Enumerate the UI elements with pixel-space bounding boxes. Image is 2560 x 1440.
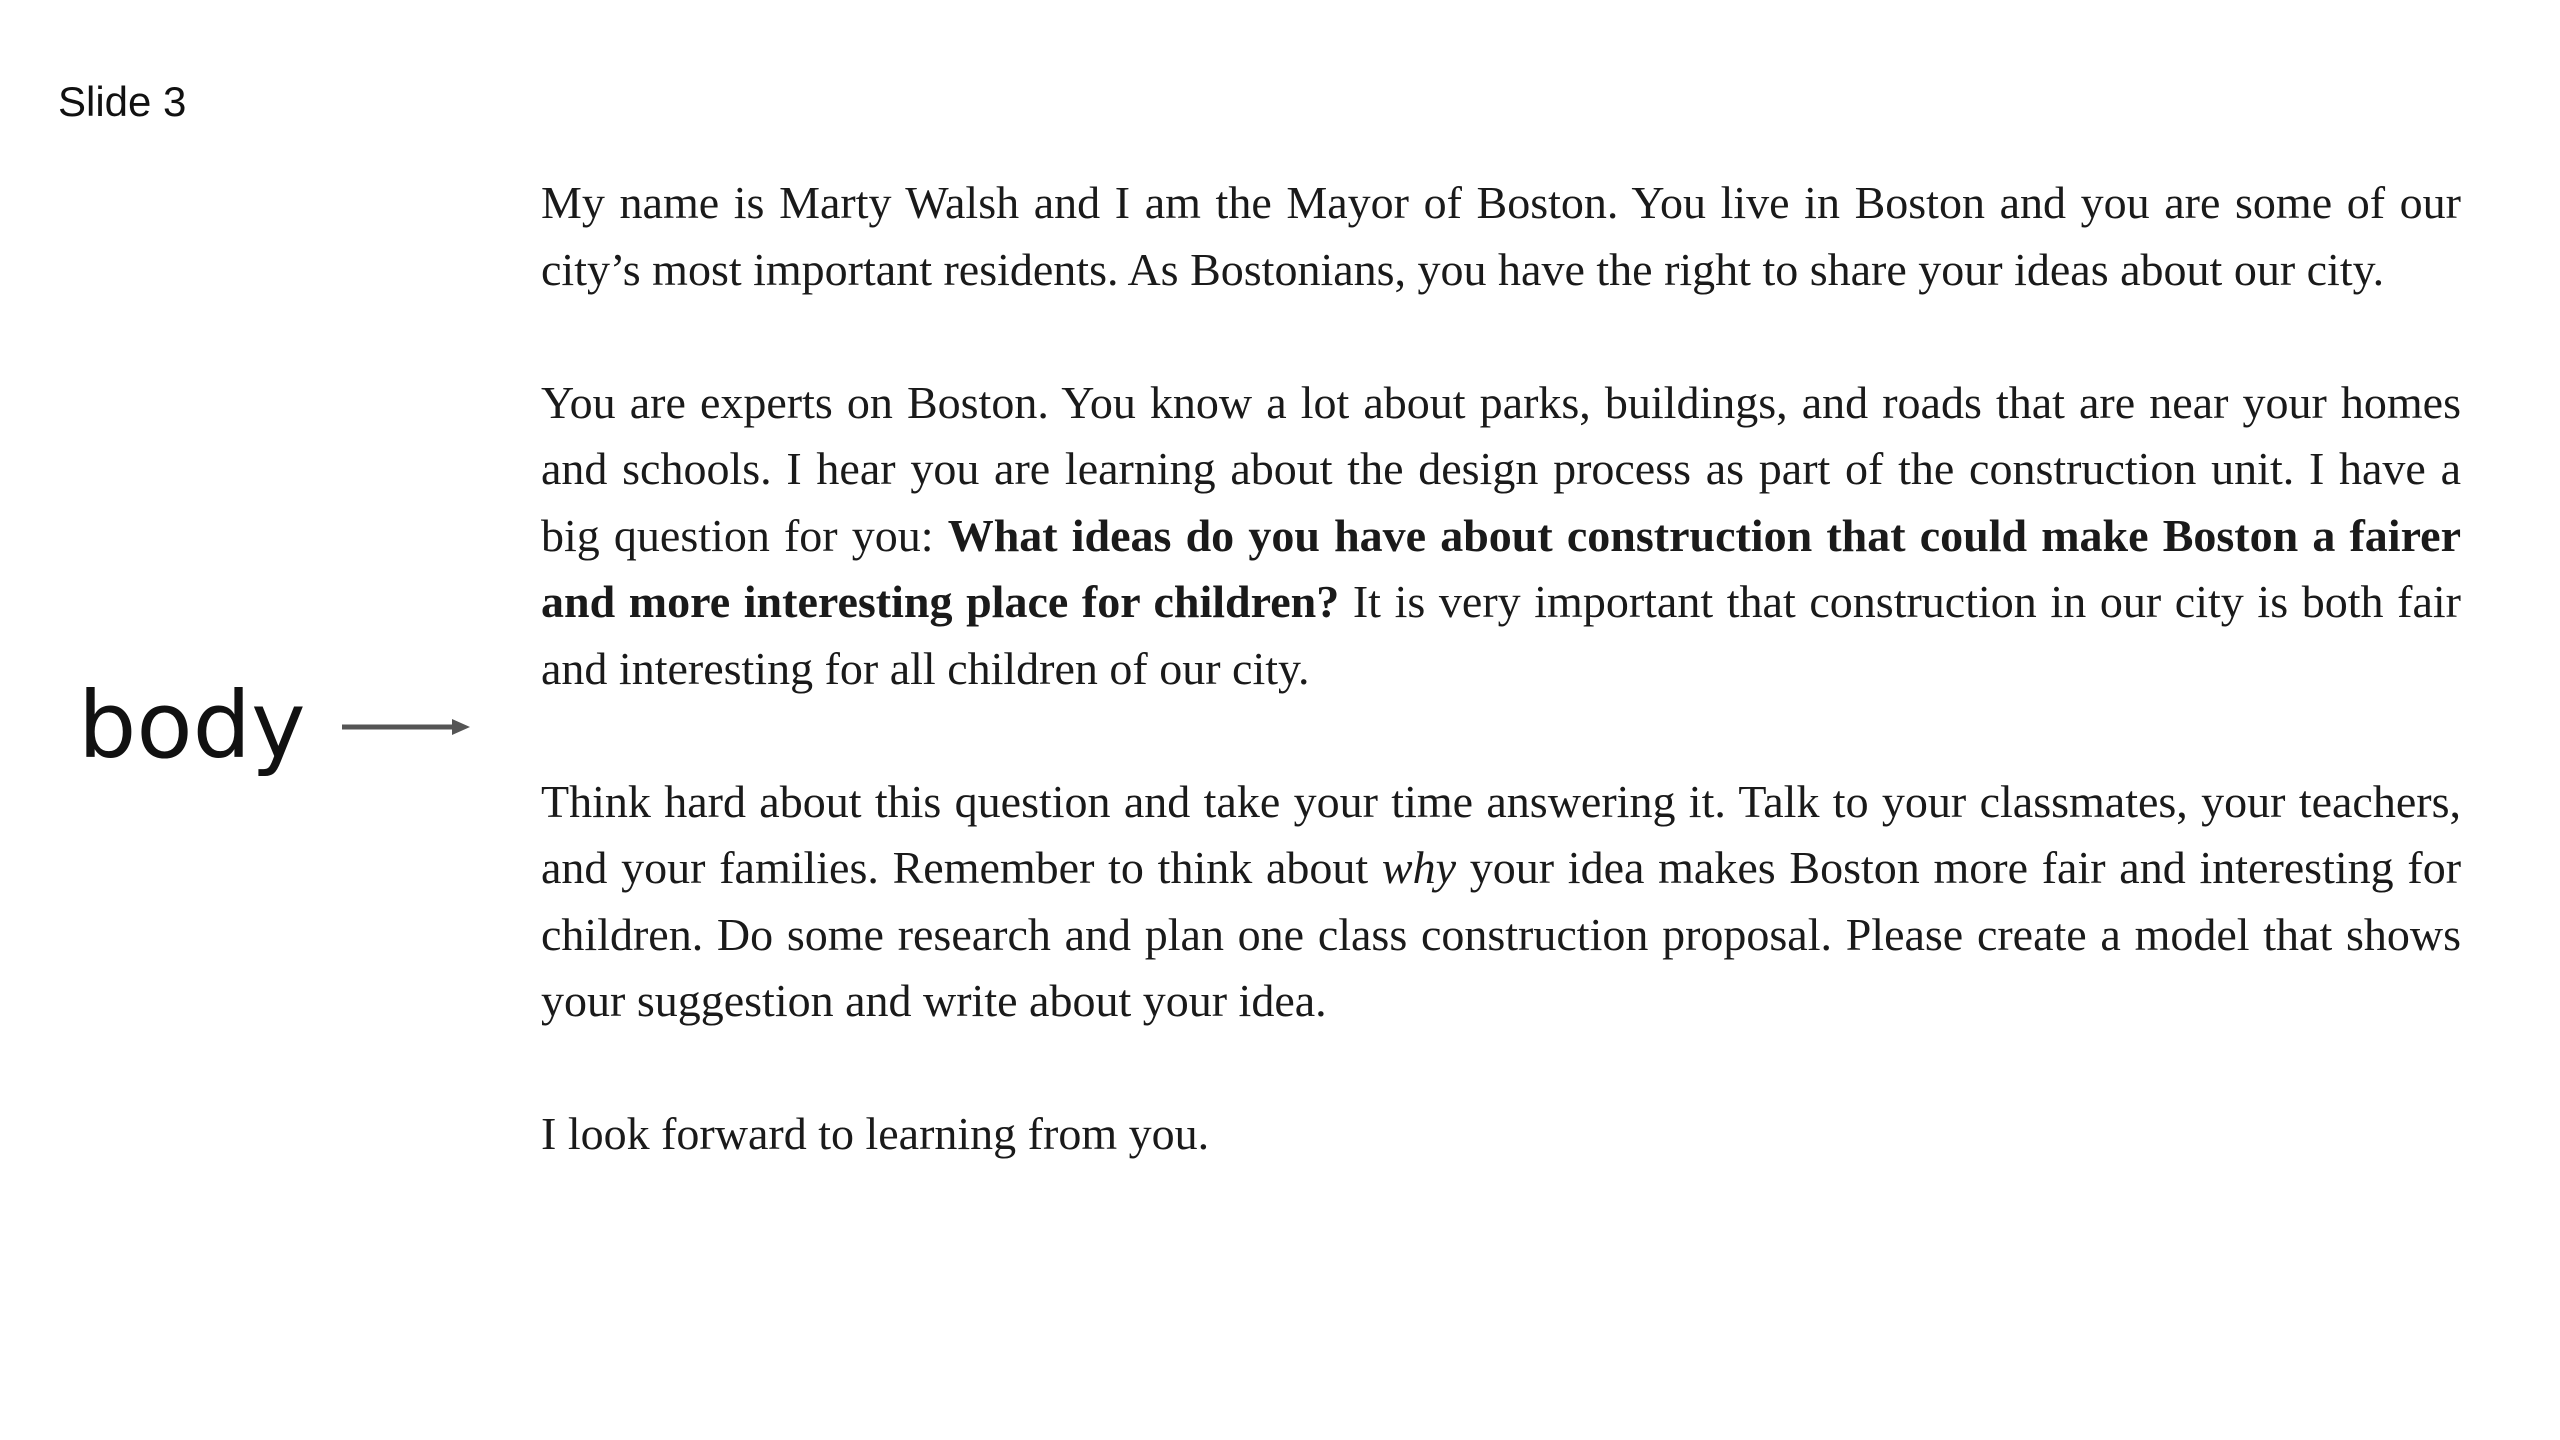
instructions-after: your idea makes Boston more fair and interesting for children. Do some research and plan one class construction proposal. Please create a model that shows your suggestion and write about your idea. [541, 842, 2462, 1026]
paragraph-question-intro: You are experts on Boston. You know a lot about parks, buildings, and roads that are near your homes and schools. I hear you are learning about the design process as part of the construction unit. I have a big question for you: [541, 376, 2461, 561]
letter-body [541, 170, 2461, 1168]
paragraph-question-outro: It is very important that construction in our city is both fair and interesting for all children of our city. [541, 576, 2461, 694]
body-annotation-label: body [78, 672, 306, 779]
slide-number-label: Slide 3 [58, 78, 187, 125]
letter-paragraph-closing: I look forward to learning from you. [541, 1108, 1210, 1159]
instructions-before: Think hard about this question and take your time answering it. Talk to your classmates, your teachers, and your families. Remember to think about [541, 775, 2461, 893]
big-question-text: What ideas do you have about construction that could make Boston a fairer and more interesting place for children? [541, 509, 2461, 627]
letter-paragraph-intro: My name is Marty Walsh and I am the Mayor of Boston. You live in Boston and you are some of our city’s most important residents. As Bostonians, you have the right to share your ideas about our city. [541, 177, 2461, 295]
right-arrow-icon [340, 712, 472, 742]
emphasis-why: why [1381, 842, 1457, 893]
letter-paragraph-question [541, 370, 2461, 703]
letter-paragraph-instructions [541, 769, 2461, 1035]
